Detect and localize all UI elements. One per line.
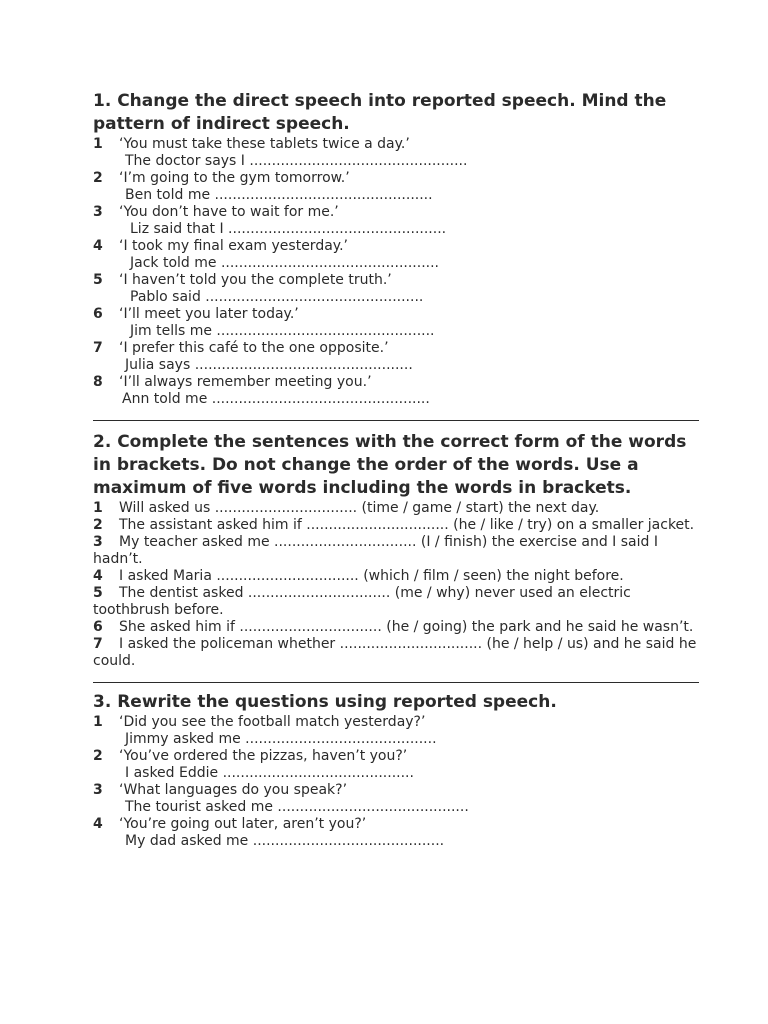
item-number: 2 <box>93 170 103 186</box>
item-text: She asked him if ................................ (he / going) the park and he said he wasn’t. <box>119 619 694 635</box>
s1-item-1 <box>93 136 699 170</box>
item-number: 4 <box>93 238 103 254</box>
s2-item-1 <box>93 500 699 517</box>
s2-item-5 <box>93 585 699 619</box>
item-quote: ‘You’re going out later, aren’t you?’ <box>119 816 367 832</box>
item-number: 1 <box>93 714 103 730</box>
s2-item-6 <box>93 619 699 636</box>
item-number: 6 <box>93 619 103 635</box>
s1-item-4 <box>93 238 699 272</box>
section-3-title: 3. Rewrite the questions using reported speech. <box>93 692 557 712</box>
item-number: 1 <box>93 136 103 152</box>
item-report: The doctor says I ................................................. <box>125 153 468 169</box>
item-quote: ‘I’ll always remember meeting you.’ <box>119 374 372 390</box>
item-quote: ‘I prefer this café to the one opposite.’ <box>119 340 389 356</box>
item-number: 7 <box>93 340 103 356</box>
s1-item-7 <box>93 340 699 374</box>
item-report: Jim tells me ................................................. <box>130 323 435 339</box>
item-report: Jack told me ................................................. <box>130 255 440 271</box>
section-divider <box>93 682 699 683</box>
item-text: My teacher asked me ................................ (I / finish) the exercise and I said I hadn’t. <box>93 534 658 567</box>
item-report: I asked Eddie ........................................... <box>125 765 414 781</box>
item-report: Liz said that I ................................................. <box>130 221 447 237</box>
item-number: 2 <box>93 748 103 764</box>
item-number: 6 <box>93 306 103 322</box>
s3-item-3 <box>93 782 699 816</box>
section-divider <box>93 420 699 421</box>
item-number: 5 <box>93 585 103 601</box>
s1-item-5 <box>93 272 699 306</box>
item-number: 2 <box>93 517 103 533</box>
item-report: Ann told me ................................................. <box>122 391 430 407</box>
item-report: The tourist asked me ........................................... <box>125 799 469 815</box>
section-1-title: 1. Change the direct speech into reported speech. Mind the pattern of indirect speech. <box>93 91 667 134</box>
s3-item-2 <box>93 748 699 782</box>
s2-item-7 <box>93 636 699 670</box>
section-2-title: 2. Complete the sentences with the correct form of the words in brackets. Do not change the order of the words. Use a maximum of five words including the words in brackets. <box>93 432 687 498</box>
item-number: 4 <box>93 568 103 584</box>
item-number: 3 <box>93 534 103 550</box>
item-quote: ‘I took my final exam yesterday.’ <box>119 238 348 254</box>
item-quote: ‘I’ll meet you later today.’ <box>119 306 299 322</box>
item-text: I asked Maria ................................ (which / film / seen) the night before. <box>119 568 624 584</box>
item-quote: ‘You must take these tablets twice a day.’ <box>119 136 410 152</box>
item-report: My dad asked me ........................................... <box>125 833 445 849</box>
item-number: 3 <box>93 782 103 798</box>
s1-item-2 <box>93 170 699 204</box>
item-text: Will asked us ................................ (time / game / start) the next day. <box>119 500 600 516</box>
section-3 <box>93 691 699 850</box>
item-number: 8 <box>93 374 103 390</box>
s1-item-3 <box>93 204 699 238</box>
s3-item-1 <box>93 714 699 748</box>
item-quote: ‘You don’t have to wait for me.’ <box>119 204 339 220</box>
s2-item-3 <box>93 534 699 568</box>
s2-item-2 <box>93 517 699 534</box>
item-report: Julia says ................................................. <box>125 357 413 373</box>
item-report: Jimmy asked me ........................................... <box>125 731 437 747</box>
s2-item-4 <box>93 568 699 585</box>
item-report: Pablo said ................................................. <box>130 289 424 305</box>
item-text: The dentist asked ................................ (me / why) never used an electric toothbrush before. <box>93 585 631 618</box>
item-quote: ‘I’m going to the gym tomorrow.’ <box>119 170 350 186</box>
section-2 <box>93 431 699 670</box>
item-number: 3 <box>93 204 103 220</box>
worksheet <box>93 90 699 850</box>
item-text: I asked the policeman whether ................................ (he / help / us) and he said he could. <box>93 636 697 669</box>
s1-item-6 <box>93 306 699 340</box>
item-quote: ‘I haven’t told you the complete truth.’ <box>119 272 392 288</box>
item-quote: ‘You’ve ordered the pizzas, haven’t you?’ <box>119 748 408 764</box>
section-1 <box>93 90 699 408</box>
item-number: 1 <box>93 500 103 516</box>
s1-item-8 <box>93 374 699 408</box>
item-number: 5 <box>93 272 103 288</box>
item-quote: ‘Did you see the football match yesterday?’ <box>119 714 426 730</box>
item-quote: ‘What languages do you speak?’ <box>119 782 348 798</box>
item-number: 4 <box>93 816 103 832</box>
item-report: Ben told me ................................................. <box>125 187 433 203</box>
item-text: The assistant asked him if ................................ (he / like / try) on a smaller jacket. <box>119 517 695 533</box>
s3-item-4 <box>93 816 699 850</box>
item-number: 7 <box>93 636 103 652</box>
